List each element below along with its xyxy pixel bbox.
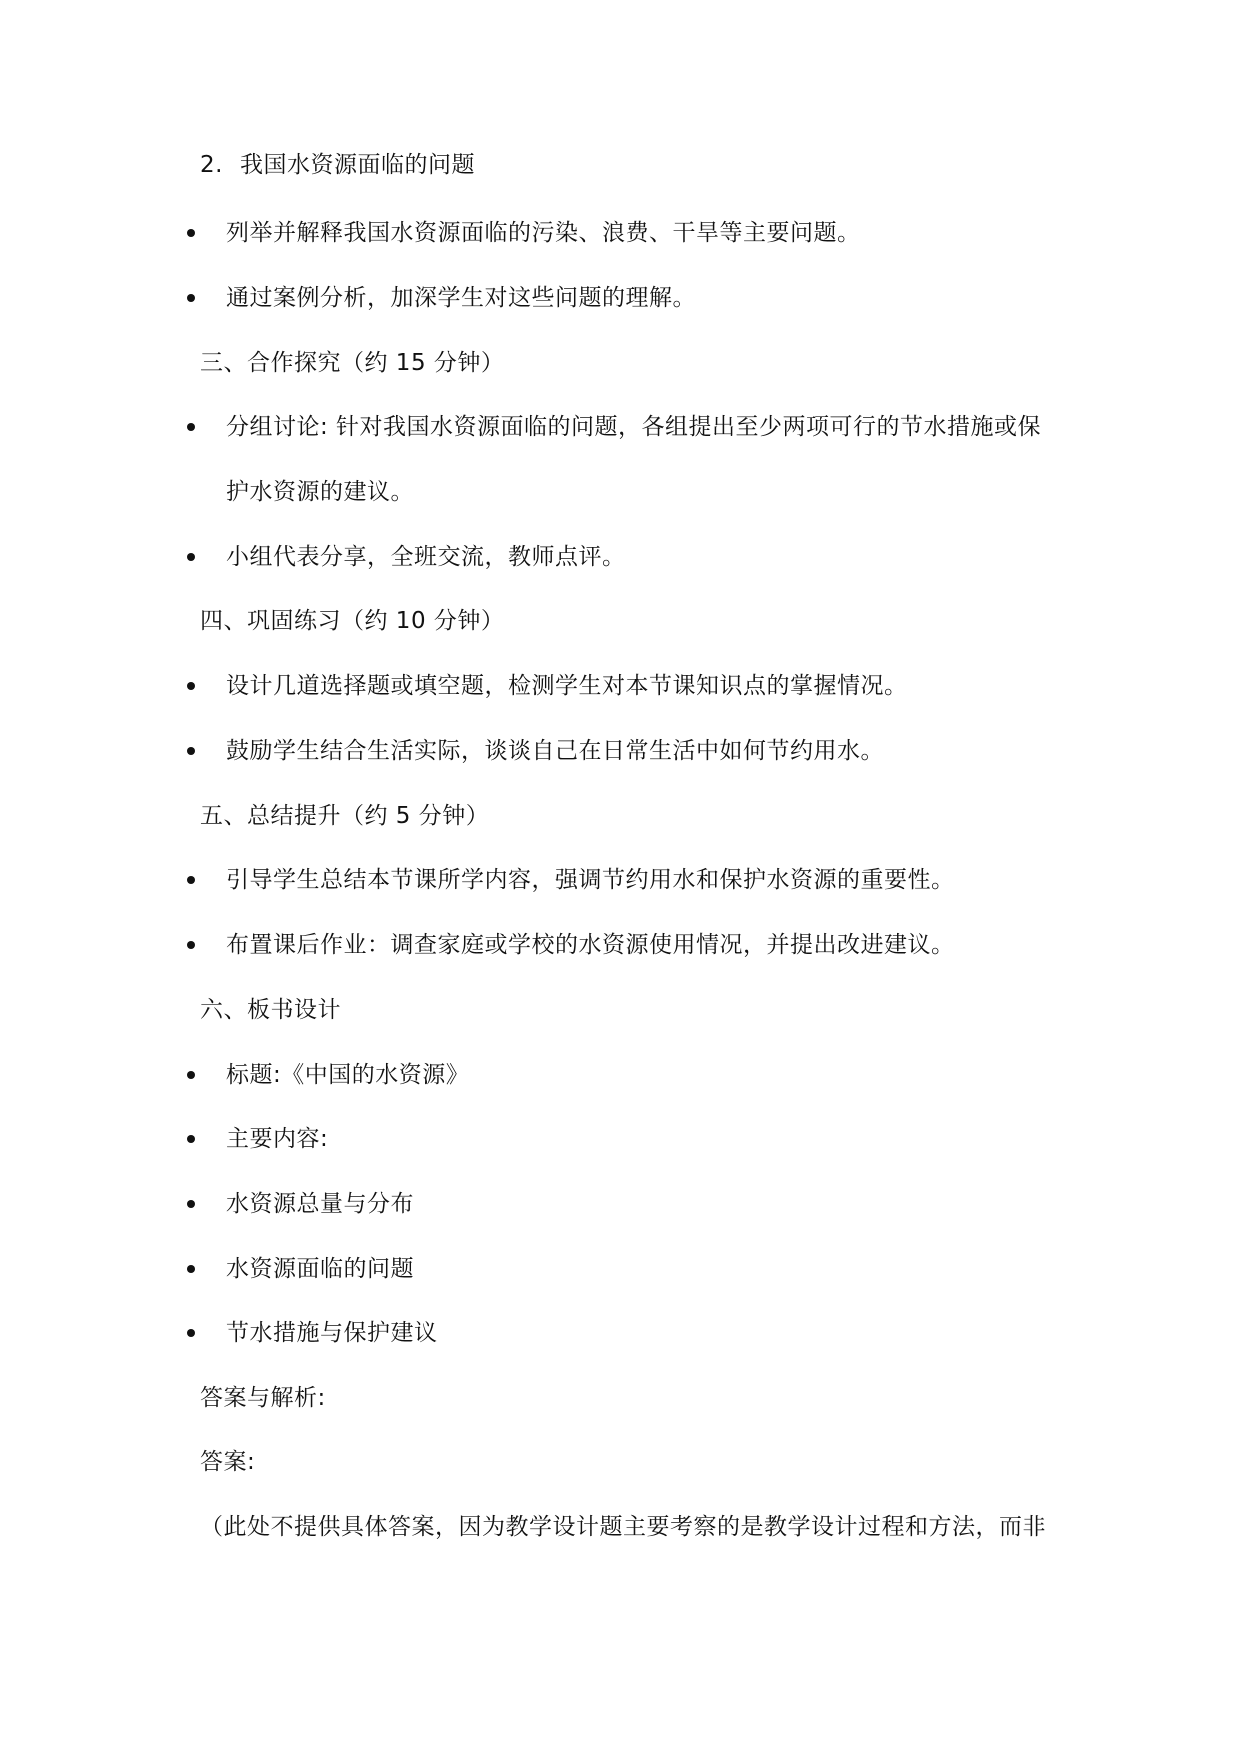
bullet-text: 鼓励学生结合生活实际，谈谈自己在日常生活中如何节约用水。	[226, 738, 884, 764]
bullet-icon	[187, 1200, 195, 1208]
bullet-icon	[187, 941, 195, 949]
bullet-icon	[187, 747, 195, 755]
bullet-text: 水资源总量与分布	[226, 1191, 414, 1217]
bullet-icon	[187, 553, 195, 561]
bullet-text: 分组讨论: 针对我国水资源面临的问题，各组提出至少两项可行的节水措施或保	[226, 414, 1042, 440]
section-heading: 四、巩固练习（约 10 分钟）	[200, 608, 505, 634]
answer-note: （此处不提供具体答案，因为教学设计题主要考察的是教学设计过程和方法，而非	[200, 1514, 1046, 1540]
bullet-text: 标题:《中国的水资源》	[226, 1062, 470, 1088]
bullet-text: 引导学生总结本节课所学内容，强调节约用水和保护水资源的重要性。	[226, 867, 955, 893]
answer-heading: 答案与解析:	[200, 1385, 326, 1411]
bullet-text: 设计几道选择题或填空题，检测学生对本节课知识点的掌握情况。	[226, 673, 908, 699]
bullet-text: 主要内容:	[226, 1126, 329, 1152]
bullet-icon	[187, 1329, 195, 1337]
bullet-icon	[187, 423, 195, 431]
section-heading: 六、板书设计	[200, 997, 341, 1023]
bullet-icon	[187, 876, 195, 884]
bullet-text: 小组代表分享，全班交流，教师点评。	[226, 544, 626, 570]
item-text: 我国水资源面临的问题	[240, 152, 475, 178]
bullet-icon	[187, 1135, 195, 1143]
bullet-text: 水资源面临的问题	[226, 1256, 414, 1282]
bullet-icon	[187, 1265, 195, 1273]
item-number: 2.	[200, 152, 223, 178]
bullet-icon	[187, 1071, 195, 1079]
answer-label: 答案:	[200, 1449, 256, 1475]
bullet-text: 通过案例分析，加深学生对这些问题的理解。	[226, 285, 696, 311]
bullet-icon	[187, 294, 195, 302]
bullet-text: 布置课后作业：调查家庭或学校的水资源使用情况，并提出改进建议。	[226, 932, 955, 958]
bullet-text: 列举并解释我国水资源面临的污染、浪费、干旱等主要问题。	[226, 220, 861, 246]
bullet-text: 节水措施与保护建议	[226, 1320, 438, 1346]
bullet-continuation: 护水资源的建议。	[226, 479, 414, 505]
numbered-item	[200, 150, 475, 180]
bullet-icon	[187, 229, 195, 237]
section-heading: 三、合作探究（约 15 分钟）	[200, 350, 505, 376]
bullet-icon	[187, 682, 195, 690]
section-heading: 五、总结提升（约 5 分钟）	[200, 803, 490, 829]
